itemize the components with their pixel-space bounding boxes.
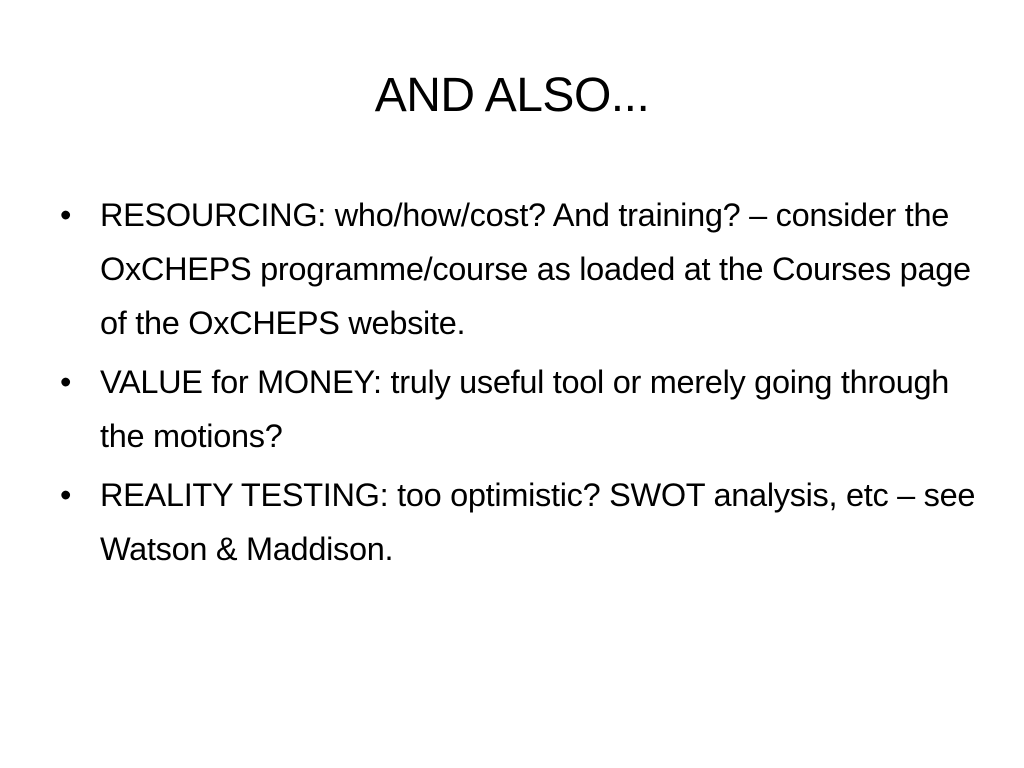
bullet-text: RESOURCING: who/how/cost? And training? – consider the OxCHEPS programme/course as loaded at the Courses page of the OxCHEPS website. bbox=[100, 197, 971, 341]
bullet-dot-icon: • bbox=[60, 477, 72, 513]
bullet-item-resourcing bbox=[56, 188, 976, 350]
bullet-text: REALITY TESTING: too optimistic? SWOT analysis, etc – see Watson & Maddison. bbox=[100, 477, 976, 567]
bullet-dot-icon: • bbox=[60, 364, 72, 400]
bullet-text: VALUE for MONEY: truly useful tool or merely going through the motions? bbox=[100, 364, 950, 454]
slide-title: AND ALSO... bbox=[374, 69, 650, 122]
bullet-dot-icon: • bbox=[60, 197, 72, 233]
bullet-list bbox=[56, 188, 976, 581]
bullet-item-value-for-money bbox=[56, 355, 976, 463]
bullet-item-reality-testing bbox=[56, 468, 976, 576]
